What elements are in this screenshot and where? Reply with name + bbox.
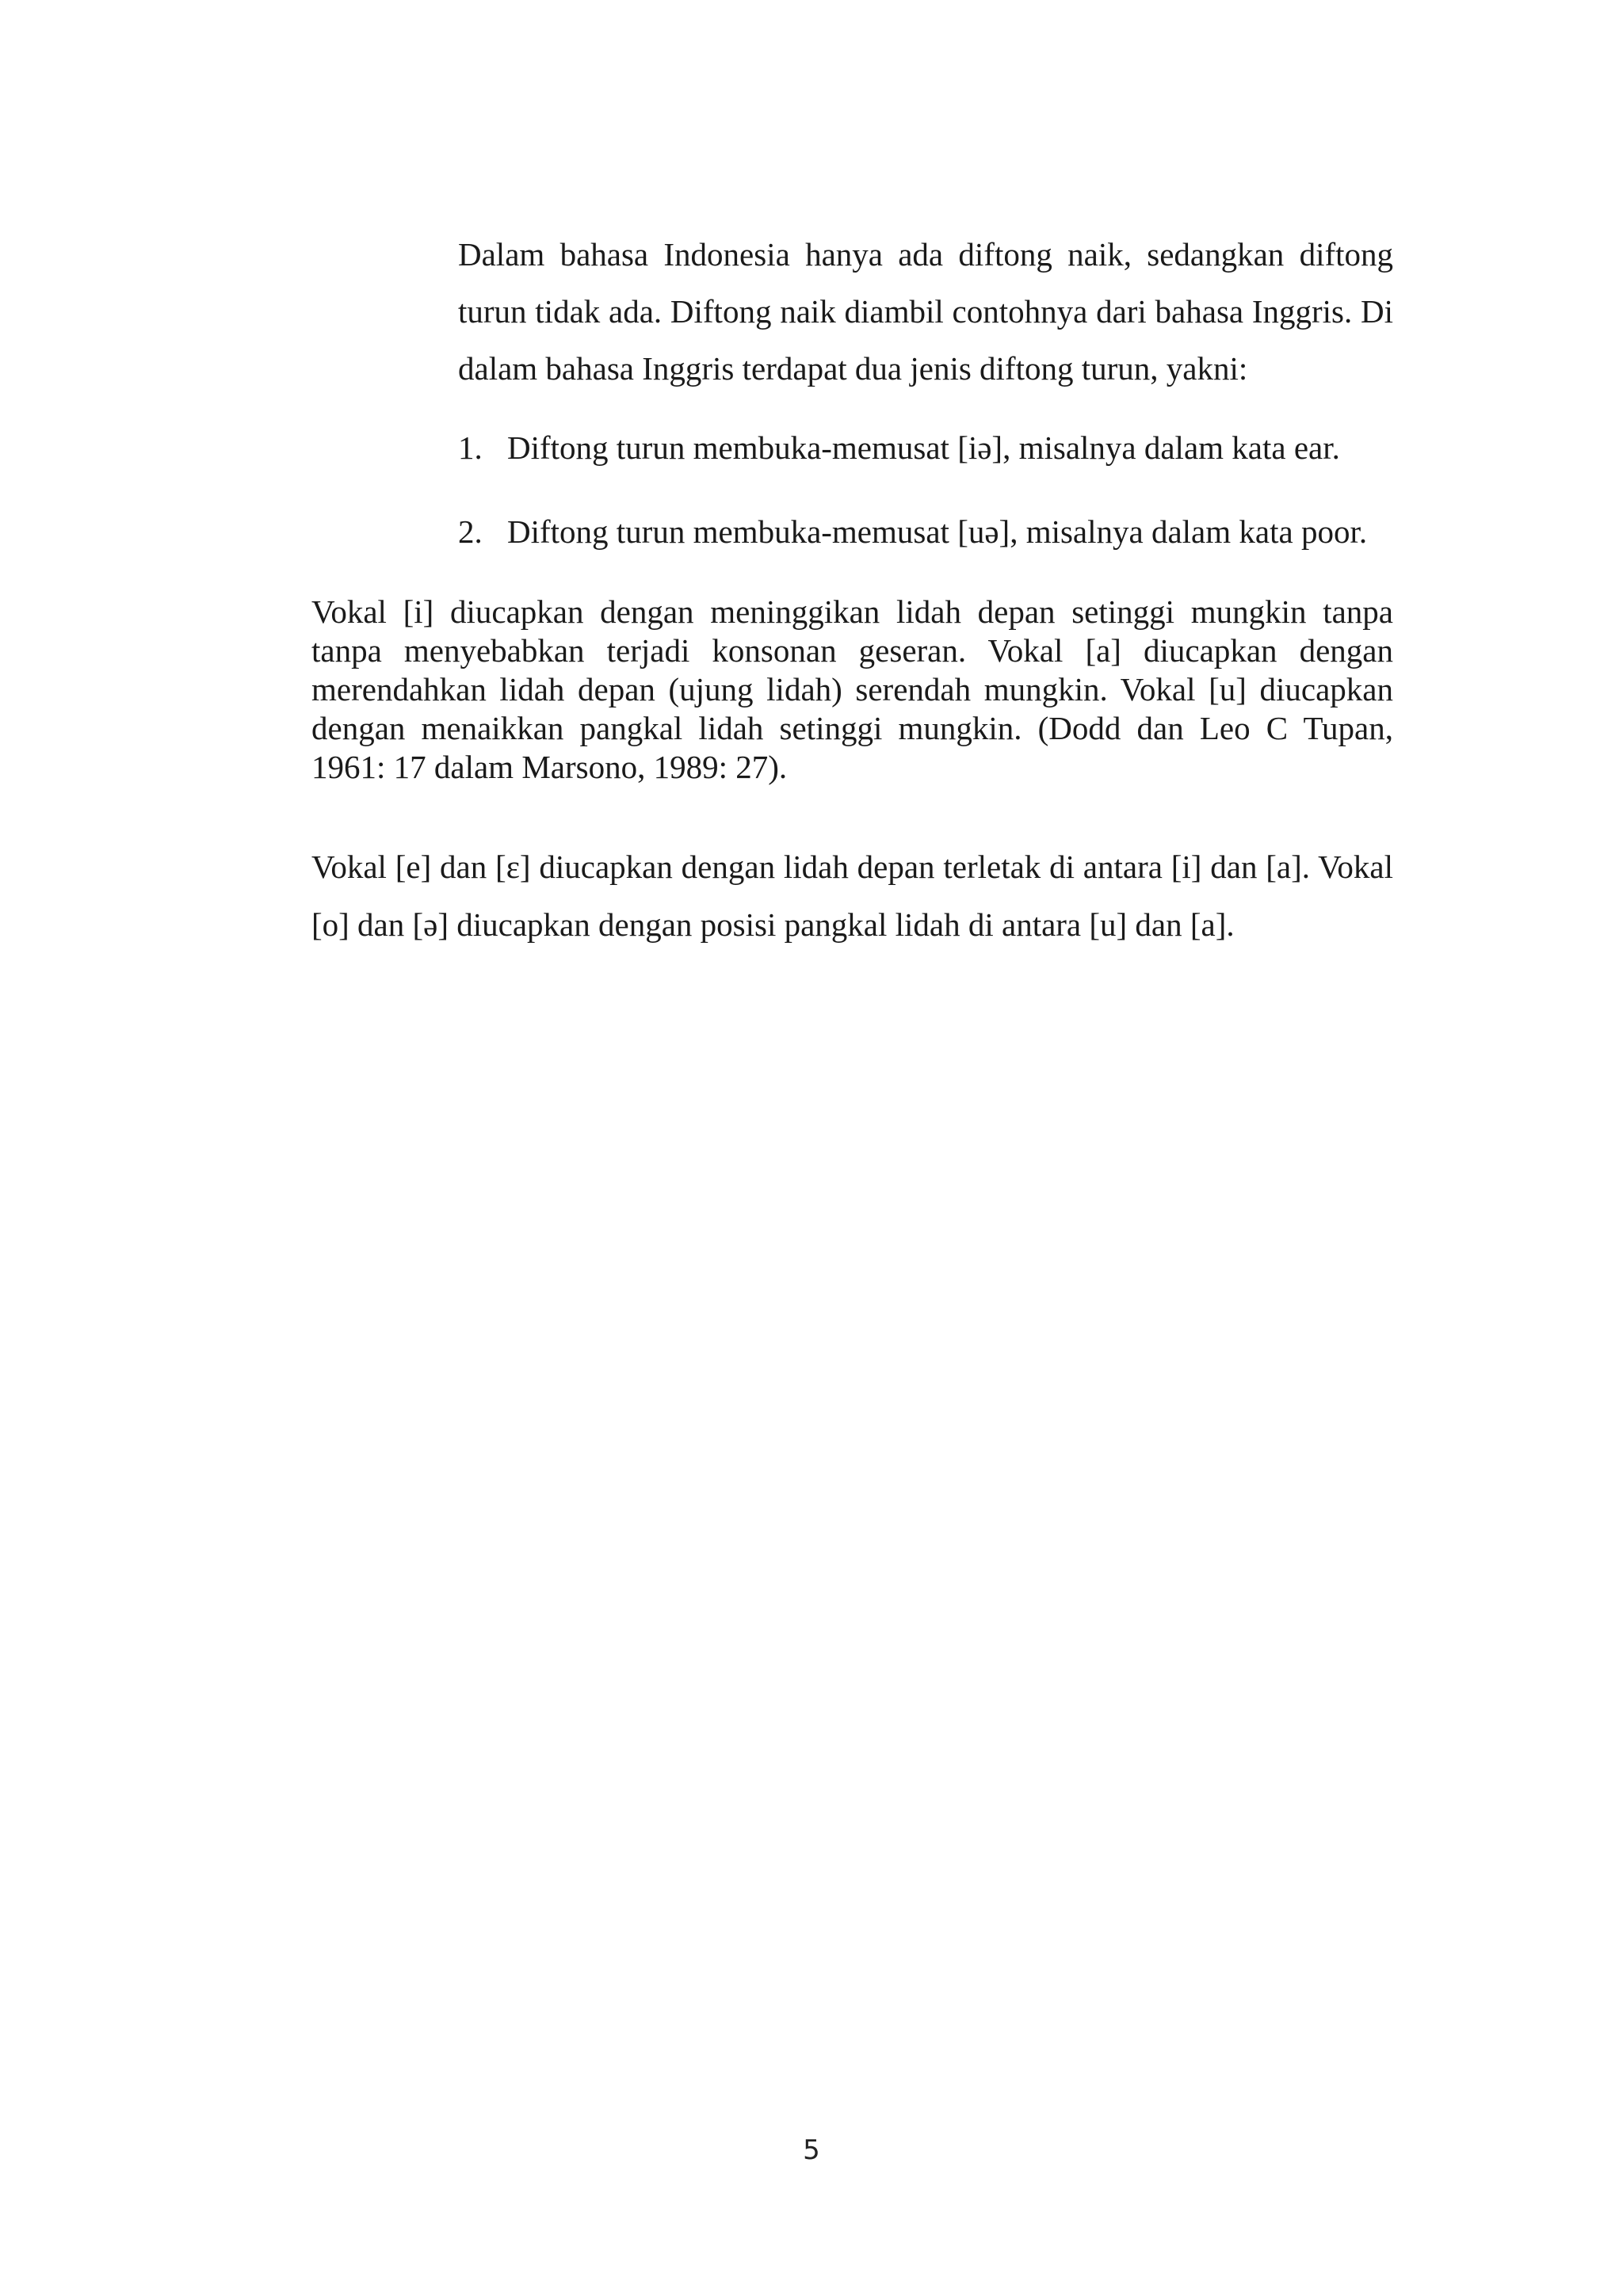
vokal-paragraph: Vokal [e] dan [ɛ] diucapkan dengan lidah depan terletak di antara [i] dan [a]. Vokal [o] dan [ə] diucapkan dengan posisi pangkal lidah di antara [u] dan [a].	[311, 849, 1393, 943]
list-item	[458, 508, 1393, 555]
list-item-number: 1.	[458, 429, 483, 466]
diphthong-list	[458, 424, 1393, 555]
list-item-number: 2.	[458, 513, 483, 550]
list-item-text: Diftong turun membuka-memusat [uə], misalnya dalam kata poor.	[507, 513, 1368, 550]
vokal-block	[311, 838, 1393, 954]
page-number: 5	[803, 2134, 820, 2166]
list-item	[458, 424, 1393, 471]
intro-paragraph: Dalam bahasa Indonesia hanya ada diftong naik, sedangkan diftong turun tidak ada. Diftong naik diambil contohnya dari bahasa Inggris. Di dalam bahasa Inggris terdapat dua jenis diftong turun, yakni:	[458, 236, 1393, 387]
list-item-text: Diftong turun membuka-memusat [iə], misalnya dalam kata ear.	[507, 429, 1340, 466]
quote-paragraph: Vokal [i] diucapkan dengan meninggikan lidah depan setinggi mungkin tanpa tanpa menyebabkan terjadi konsonan geseran. Vokal [a] diucapkan dengan merendahkan lidah depan (ujung lidah) serendah mungkin. Vokal [u] diucapkan dengan menaikkan pangkal lidah setinggi mungkin. (Dodd dan Leo C Tupan, 1961: 17 dalam Marsono, 1989: 27).	[311, 593, 1393, 785]
quote-block	[311, 593, 1393, 787]
indented-section	[458, 226, 1393, 555]
